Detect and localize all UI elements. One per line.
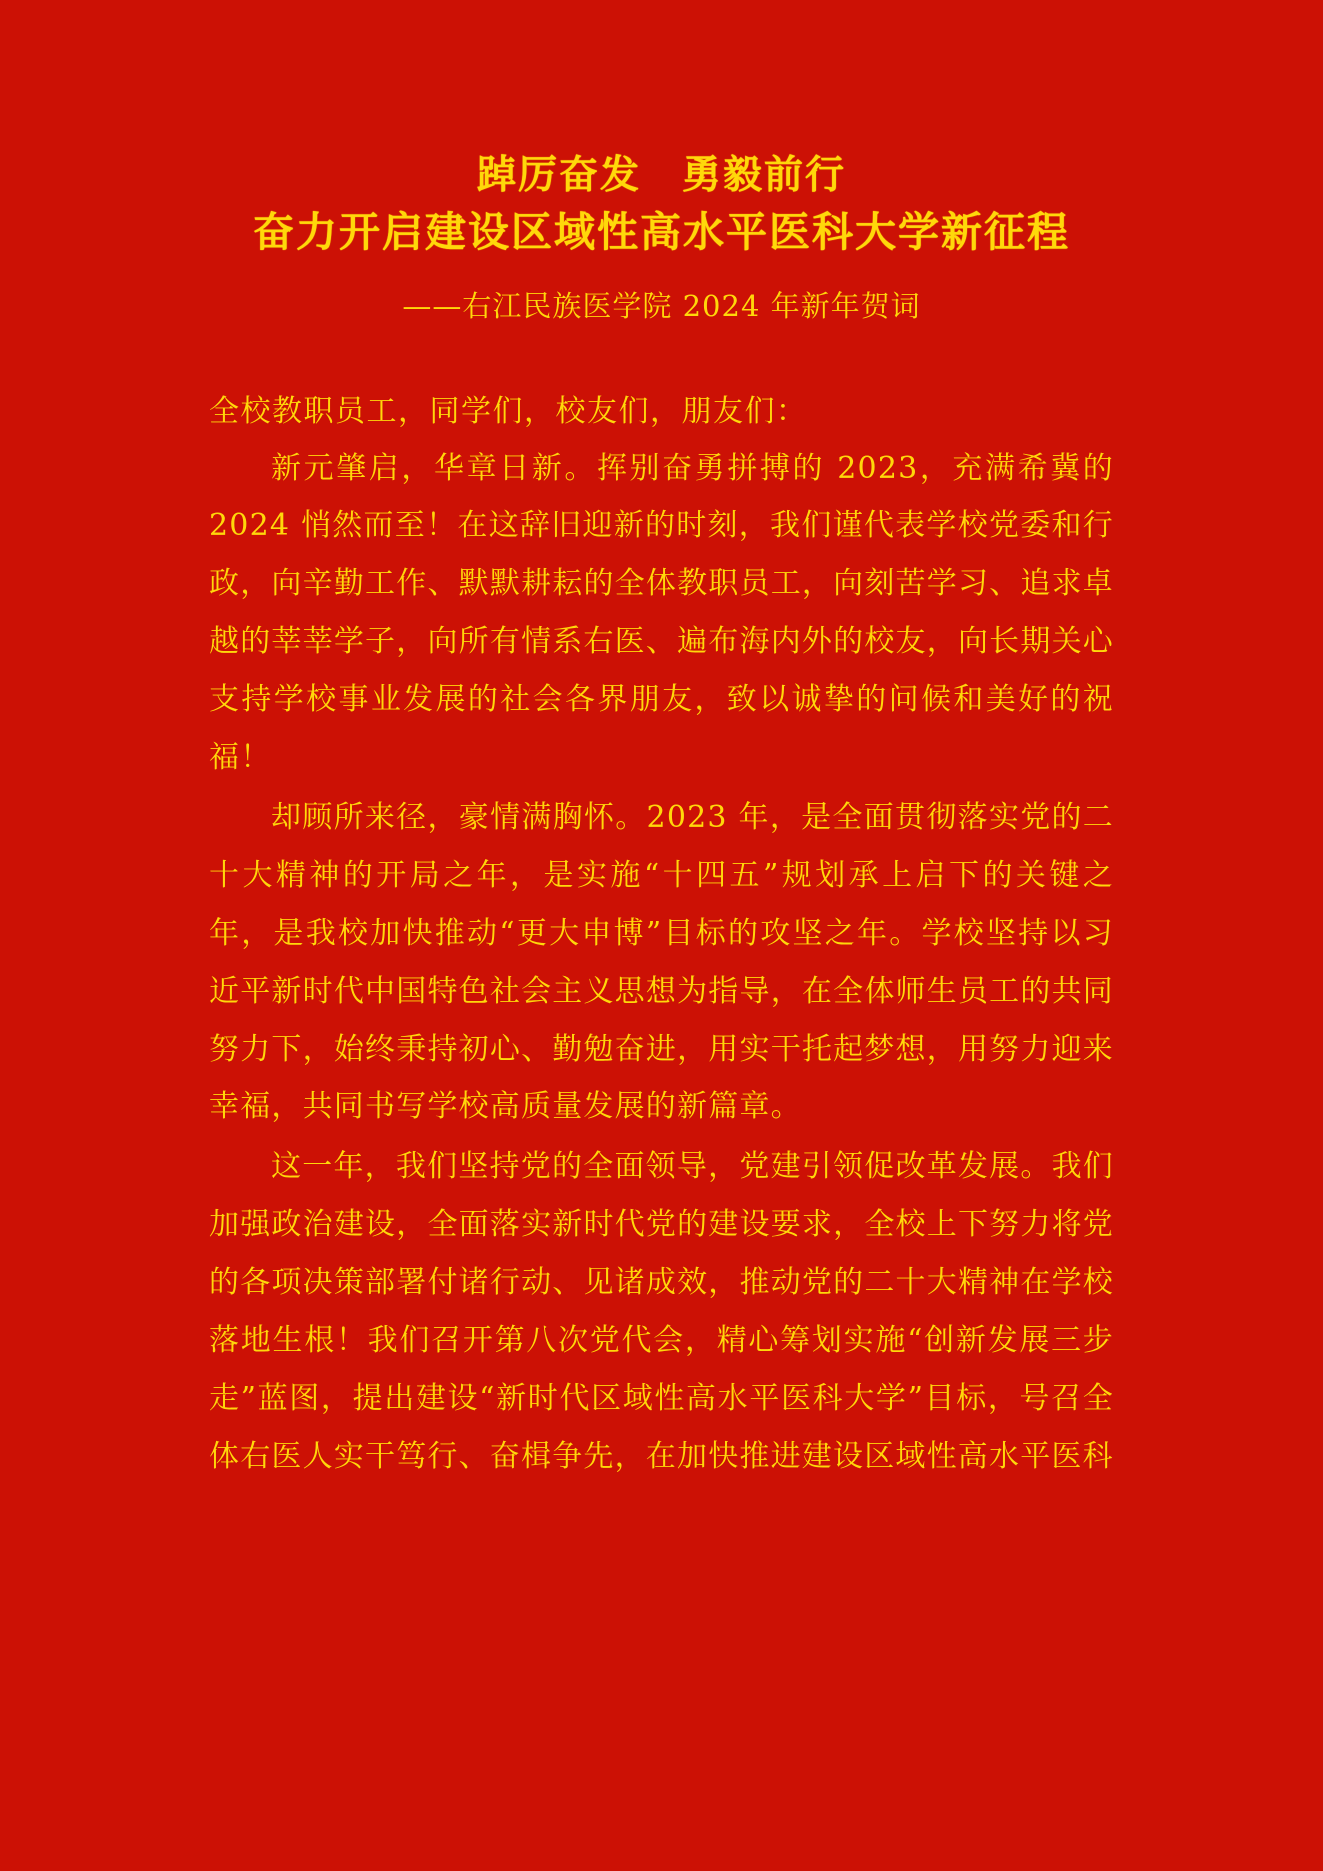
title-block [0, 0, 1323, 325]
paragraph: 这一年，我们坚持党的全面领导，党建引领促改革发展。我们加强政治建设，全面落实新时代党的建设要求，全校上下努力将党的各项决策部署付诸行动、见诸成效，推动党的二十大精神在学校落地生根！我们召开第八次党代会，精心筹划实施“创新发展三步走”蓝图，提出建设“新时代区域性高水平医科大学”目标，号召全体右医人实干笃行、奋楫争先，在加快推进建设区域性高水平医科 [209, 1149, 1114, 1474]
title-line-1: 踔厉奋发 勇毅前行 [476, 152, 846, 198]
title-line-2: 奋力开启建设区域性高水平医科大学新征程 [253, 208, 1070, 257]
paragraph: 新元肇启，华章日新。挥别奋勇拼搏的 2023，充满希冀的 2024 悄然而至！在这辞旧迎新的时刻，我们谨代表学校党委和行政，向辛勤工作、默默耕耘的全体教职员工，向刻苦学习、追求卓越的莘莘学子，向所有情系右医、遍布海内外的校友，向长期关心支持学校事业发展的社会各界朋友，致以诚挚的问候和美好的祝福！ [209, 450, 1114, 776]
paragraph: 却顾所来径，豪情满胸怀。2023 年，是全面贯彻落实党的二十大精神的开局之年，是实施“十四五”规划承上启下的关键之年，是我校加快推动“更大申博”目标的攻坚之年。学校坚持以习近平新时代中国特色社会主义思想为指导，在全体师生员工的共同努力下，始终秉持初心、勤勉奋进，用实干托起梦想，用努力迎来幸福，共同书写学校高质量发展的新篇章。 [209, 799, 1114, 1125]
document-subtitle: ——右江民族医学院 2024 年新年贺词 [402, 288, 921, 323]
salutation: 全校教职员工，同学们，校友们，朋友们： [209, 393, 808, 429]
document-body [209, 325, 1114, 1486]
